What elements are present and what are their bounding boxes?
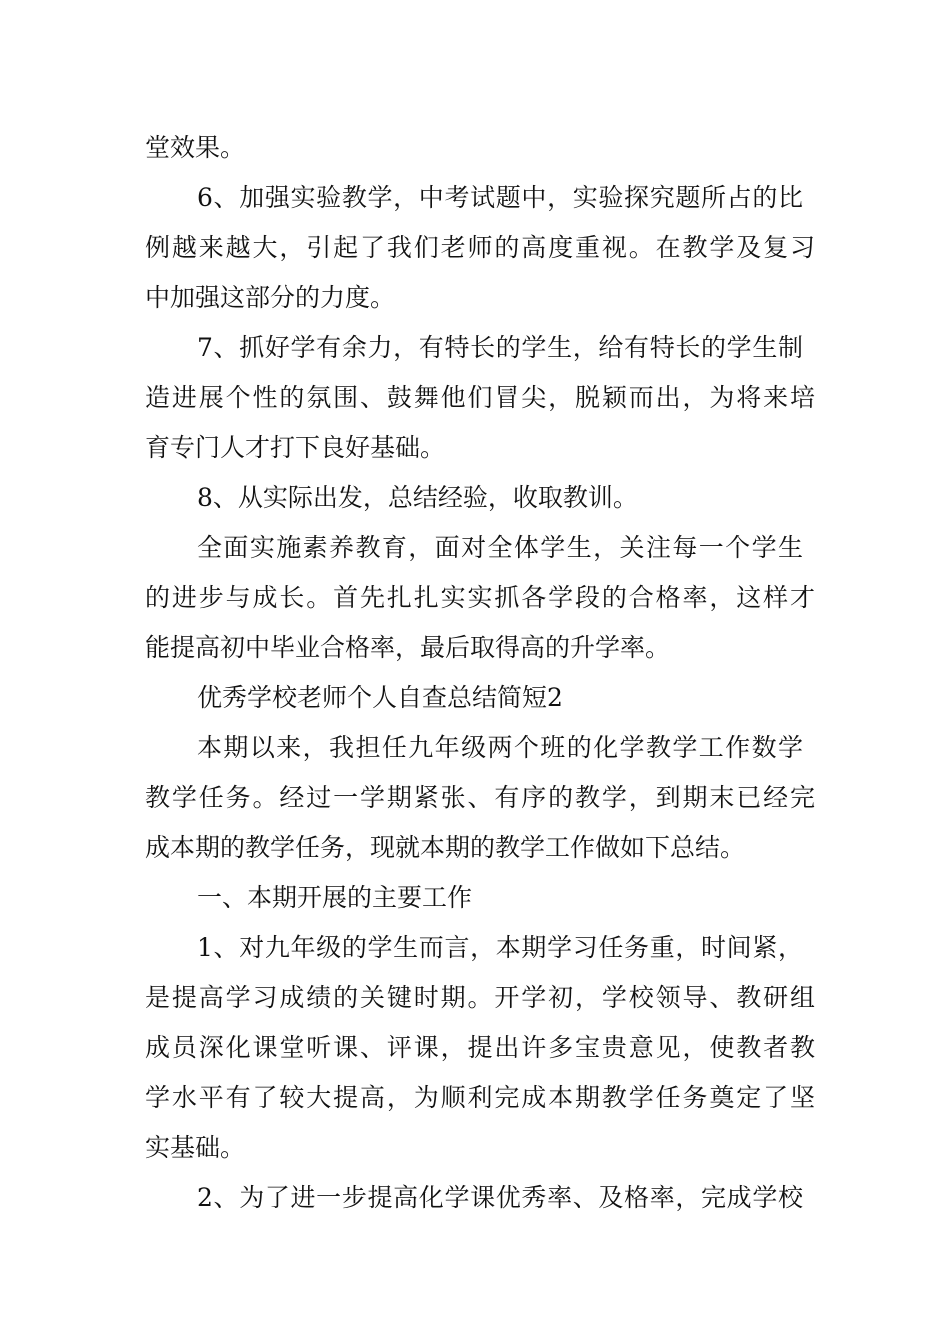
paragraph-point-2-line-1: 2、为了进一步提高化学课优秀率、及格率，完成学校 [197,1183,803,1212]
paragraph-summary-line-3: 能提高初中毕业合格率，最后取得高的升学率。 [145,633,671,662]
paragraph-point-1-line-1: 1、对九年级的学生而言，本期学习任务重，时间紧， [197,933,803,962]
paragraph-item-7-line-1: 7、抓好学有余力，有特长的学生，给有特长的学生制 [197,333,803,362]
paragraph-item-7-line-3: 育专门人才打下良好基础。 [145,433,446,462]
paragraph-item-6-line-2: 例越来越大，引起了我们老师的高度重视。在教学及复习 [145,233,815,262]
paragraph-intro-line-2: 教学任务。经过一学期紧张、有序的教学，到期末已经完 [145,783,815,812]
paragraph-point-1-line-4: 学水平有了较大提高，为顺利完成本期教学任务奠定了坚 [145,1083,815,1112]
text-line-continuation: 堂效果。 [145,133,246,162]
section-heading: 优秀学校老师个人自查总结简短2 [197,683,563,712]
subsection-heading: 一、本期开展的主要工作 [197,883,473,912]
paragraph-summary-line-1: 全面实施素养教育，面对全体学生，关注每一个学生 [197,533,803,562]
paragraph-item-7-line-2: 造进展个性的氛围、鼓舞他们冒尖，脱颖而出，为将来培 [145,383,815,412]
paragraph-point-1-line-2: 是提高学习成绩的关键时期。开学初，学校领导、教研组 [145,983,815,1012]
paragraph-summary-line-2: 的进步与成长。首先扎扎实实抓各学段的合格率，这样才 [145,583,815,612]
paragraph-point-1-line-5: 实基础。 [145,1133,246,1162]
paragraph-item-6-line-1: 6、加强实验教学，中考试题中，实验探究题所占的比 [197,183,803,212]
paragraph-point-1-line-3: 成员深化课堂听课、评课，提出许多宝贵意见，使教者教 [145,1033,815,1062]
paragraph-intro-line-1: 本期以来，我担任九年级两个班的化学教学工作数学 [197,733,803,762]
paragraph-item-6-line-3: 中加强这部分的力度。 [145,283,396,312]
paragraph-item-8: 8、从实际出发，总结经验，收取教训。 [197,483,638,512]
paragraph-intro-line-3: 成本期的教学任务，现就本期的教学工作做如下总结。 [145,833,746,862]
